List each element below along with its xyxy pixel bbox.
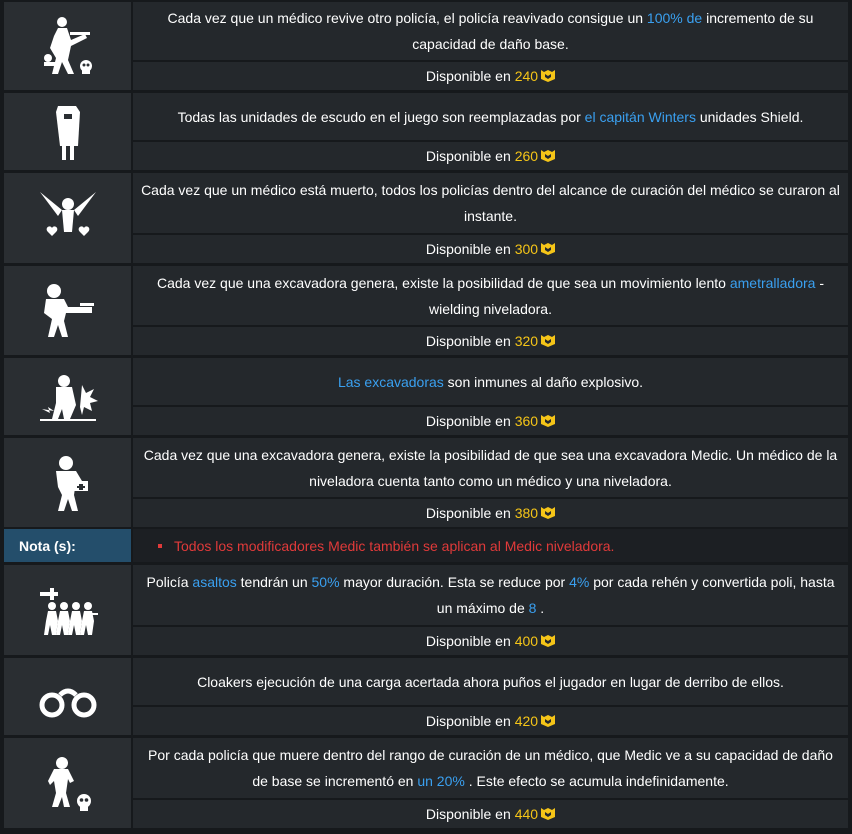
availability: Disponible en 240 — [133, 62, 848, 90]
availability: Disponible en 260 — [133, 142, 848, 170]
assault-squad-plus-icon — [4, 565, 131, 655]
cost-value: 400 — [514, 633, 539, 649]
cost-value: 440 — [514, 806, 539, 822]
row-description: Todas las unidades de escudo en el juego son reemplazadas por el capitán Winters unidades Shield. — [133, 93, 848, 140]
infamy-badge-icon — [541, 150, 555, 162]
table-row — [0, 2, 852, 90]
infamy-badge-icon — [541, 335, 555, 347]
row-description: Cada vez que un médico está muerto, todos los policías dentro del alcance de curación del médico se curaron al instante. — [133, 173, 848, 233]
availability: Disponible en 440 — [133, 800, 848, 828]
infamy-badge-icon — [541, 715, 555, 727]
table-row — [0, 173, 852, 263]
bulldozer-minigun-icon — [4, 266, 131, 355]
availability: Disponible en 360 — [133, 407, 848, 435]
table-row — [0, 565, 852, 655]
table-row — [0, 738, 852, 828]
table-row — [0, 438, 852, 527]
table-row — [0, 358, 852, 435]
highlight-value: 4% — [569, 574, 590, 590]
winged-medic-hearts-icon — [4, 173, 131, 263]
shield-unit-icon — [4, 93, 131, 170]
highlight-value: un 20% — [417, 773, 465, 789]
cost-value: 420 — [514, 713, 539, 729]
infamy-badge-icon — [541, 635, 555, 647]
medic-skull-icon — [4, 738, 131, 828]
table-row — [0, 266, 852, 355]
cost-value: 380 — [514, 505, 539, 521]
infamy-badge-icon — [541, 808, 555, 820]
row-description: Policía asaltos tendrán un 50% mayor duración. Esta se reduce por 4% por cada rehén y convertida poli, hasta un máximo de 8 . — [133, 565, 848, 625]
highlight-link[interactable]: 100% de — [646, 10, 703, 26]
highlight-value: 8 — [528, 600, 537, 616]
note-text: Todos los modificadores Medic también se aplican al Medic niveladora. — [133, 529, 848, 562]
row-description: Cada vez que una excavadora genera, existe la posibilidad de que sea una excavadora Medic. Un médico de la niveladora cuenta tanto como un médico y una niveladora. — [133, 438, 848, 497]
infamy-badge-icon — [541, 243, 555, 255]
highlight-value: 50% — [311, 574, 340, 590]
highlight-link[interactable]: el capitán Winters — [584, 108, 696, 125]
cost-value: 300 — [514, 241, 539, 257]
medic-dozer-icon — [4, 438, 131, 527]
highlight-link[interactable]: asaltos — [192, 574, 237, 590]
availability: Disponible en 320 — [133, 327, 848, 355]
row-description: Cada vez que un médico revive otro policía, el policía reavivado consigue un 100% de incremento de su capacidad de daño base. — [133, 2, 848, 60]
cost-value: 260 — [514, 148, 539, 164]
table-row — [0, 93, 852, 170]
bulldozer-explosion-icon — [4, 358, 131, 435]
note-row — [0, 529, 852, 562]
note-heading: Nota (s): — [4, 529, 131, 562]
highlight-link[interactable]: ametralladora — [729, 274, 816, 291]
infamy-badge-icon — [541, 507, 555, 519]
availability: Disponible en 400 — [133, 627, 848, 655]
cost-value: 360 — [514, 413, 539, 429]
highlight-link[interactable]: Las excavadoras — [337, 373, 444, 390]
bullet-icon — [158, 544, 162, 548]
cost-value: 240 — [514, 68, 539, 84]
row-description: Por cada policía que muere dentro del rango de curación de un médico, que Medic ve a su capacidad de daño de base se incrementó en un 20% . Este efecto se acumula indefinidamente. — [133, 738, 848, 798]
infamy-badge-icon — [541, 70, 555, 82]
cost-value: 320 — [514, 333, 539, 349]
table-row — [0, 658, 852, 735]
availability: Disponible en 300 — [133, 235, 848, 263]
handcuffs-icon — [4, 658, 131, 735]
medic-revive-icon — [4, 2, 131, 90]
row-description: Cada vez que una excavadora genera, existe la posibilidad de que sea un movimiento lento ametralladora - wielding niveladora. — [133, 266, 848, 325]
infamy-badge-icon — [541, 415, 555, 427]
row-description: Las excavadoras son inmunes al daño explosivo. — [133, 358, 848, 405]
availability: Disponible en 380 — [133, 499, 848, 527]
row-description: Cloakers ejecución de una carga acertada ahora puños el jugador en lugar de derribo de ellos. — [133, 658, 848, 705]
availability: Disponible en 420 — [133, 707, 848, 735]
